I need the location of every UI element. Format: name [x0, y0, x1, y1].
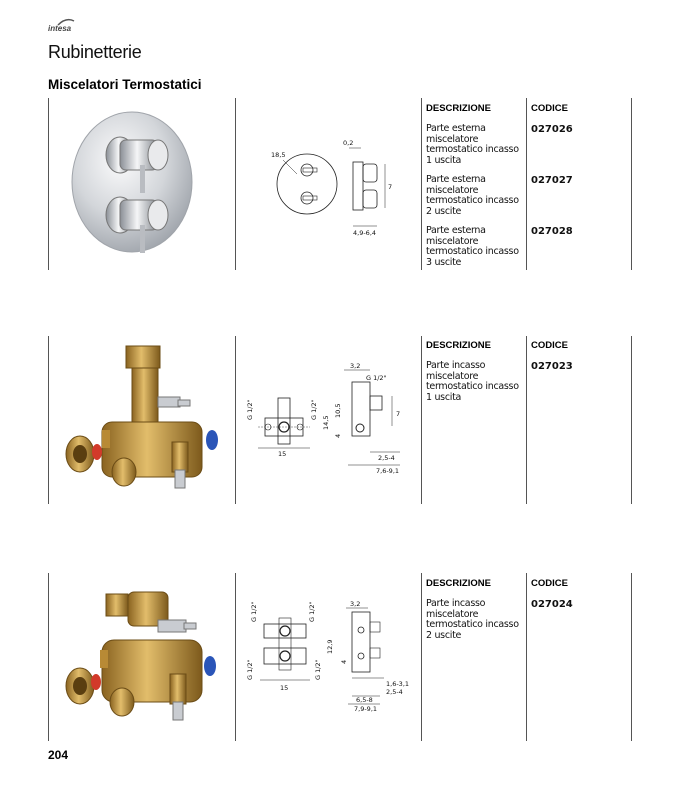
product-code: 027028 [531, 226, 573, 237]
dim-thread-top: G 1/2" [366, 374, 387, 382]
divider [235, 573, 236, 741]
divider [526, 336, 527, 504]
product-description: Parte esterna miscelatore termostatico incasso 3 uscite [426, 225, 519, 268]
product-photo-thermostatic-body-1-outlet [62, 342, 222, 497]
technical-drawing-body-1-outlet [240, 360, 418, 485]
dim-thickness: 0,2 [343, 139, 354, 147]
dim-thread-lower-right: G 1/2" [314, 659, 322, 680]
dim-height-lower: 4 [340, 659, 348, 664]
column-header-code: CODICE [531, 340, 568, 351]
column-header-description: DESCRIZIONE [426, 578, 491, 589]
dim-depth: 4,9-6,4 [353, 229, 377, 237]
dim-height-total: 14,5 [322, 415, 330, 430]
dim-depth-range: 7,6-9,1 [376, 467, 400, 475]
divider [48, 573, 49, 741]
dim-thread-right: G 1/2" [310, 399, 318, 420]
divider [631, 336, 632, 504]
dim-offset-range: 1,6-3,1 [386, 680, 410, 688]
divider [526, 573, 527, 741]
dim-depth-range-max: 7,9-9,1 [354, 705, 378, 713]
product-description: Parte esterna miscelatore termostatico incasso 1 uscita [426, 123, 519, 166]
divider [235, 336, 236, 504]
dim-depth-top: 3,2 [350, 362, 361, 370]
divider [48, 336, 49, 504]
dim-thread-upper-right: G 1/2" [308, 601, 316, 622]
product-code: 027023 [531, 361, 573, 372]
technical-drawing-external [245, 130, 415, 240]
product-code: 027027 [531, 175, 573, 186]
divider [235, 98, 236, 270]
technical-drawing-body-2-outlets [240, 598, 418, 718]
dim-diameter: 18,5 [271, 151, 286, 159]
column-header-description: DESCRIZIONE [426, 340, 491, 351]
product-description: Parte esterna miscelatore termostatico incasso 2 uscite [426, 174, 519, 217]
dim-width: 15 [278, 450, 287, 458]
dim-height-total: 12,9 [326, 639, 334, 654]
brand-logo [48, 18, 88, 36]
page-number: 204 [48, 748, 69, 762]
dim-thread-left: G 1/2" [246, 399, 254, 420]
dim-thread-lower-left: G 1/2" [246, 659, 254, 680]
subsection-title: Miscelatori Termostatici [48, 77, 202, 92]
dim-depth-range-min: 6,5-8 [356, 696, 373, 704]
dim-thread-upper-left: G 1/2" [250, 601, 258, 622]
divider [526, 98, 527, 270]
dim-recess-range: 2,5-4 [378, 454, 395, 462]
dim-height-lower: 4 [334, 433, 342, 438]
product-code: 027026 [531, 124, 573, 135]
divider [631, 98, 632, 270]
column-header-code: CODICE [531, 578, 568, 589]
brand-name: intesa [48, 24, 72, 33]
dim-depth-top: 3,2 [350, 600, 361, 608]
dim-width: 15 [280, 684, 289, 692]
divider [421, 98, 422, 270]
divider [48, 98, 49, 270]
product-photo-thermostatic-external [70, 110, 195, 255]
dim-height: 7 [388, 183, 393, 191]
product-photo-thermostatic-body-2-outlets [62, 590, 222, 730]
divider [421, 336, 422, 504]
product-code: 027024 [531, 599, 573, 610]
divider [631, 573, 632, 741]
product-description: Parte incasso miscelatore termostatico incasso 2 uscite [426, 598, 519, 641]
divider [421, 573, 422, 741]
dim-recess-range: 2,5-4 [386, 688, 403, 696]
dim-height-upper: 10,5 [334, 403, 342, 418]
product-description: Parte incasso miscelatore termostatico incasso 1 uscita [426, 360, 519, 403]
column-header-description: DESCRIZIONE [426, 103, 491, 114]
dim-offset: 7 [396, 410, 401, 418]
section-title: Rubinetterie [48, 42, 142, 62]
column-header-code: CODICE [531, 103, 568, 114]
